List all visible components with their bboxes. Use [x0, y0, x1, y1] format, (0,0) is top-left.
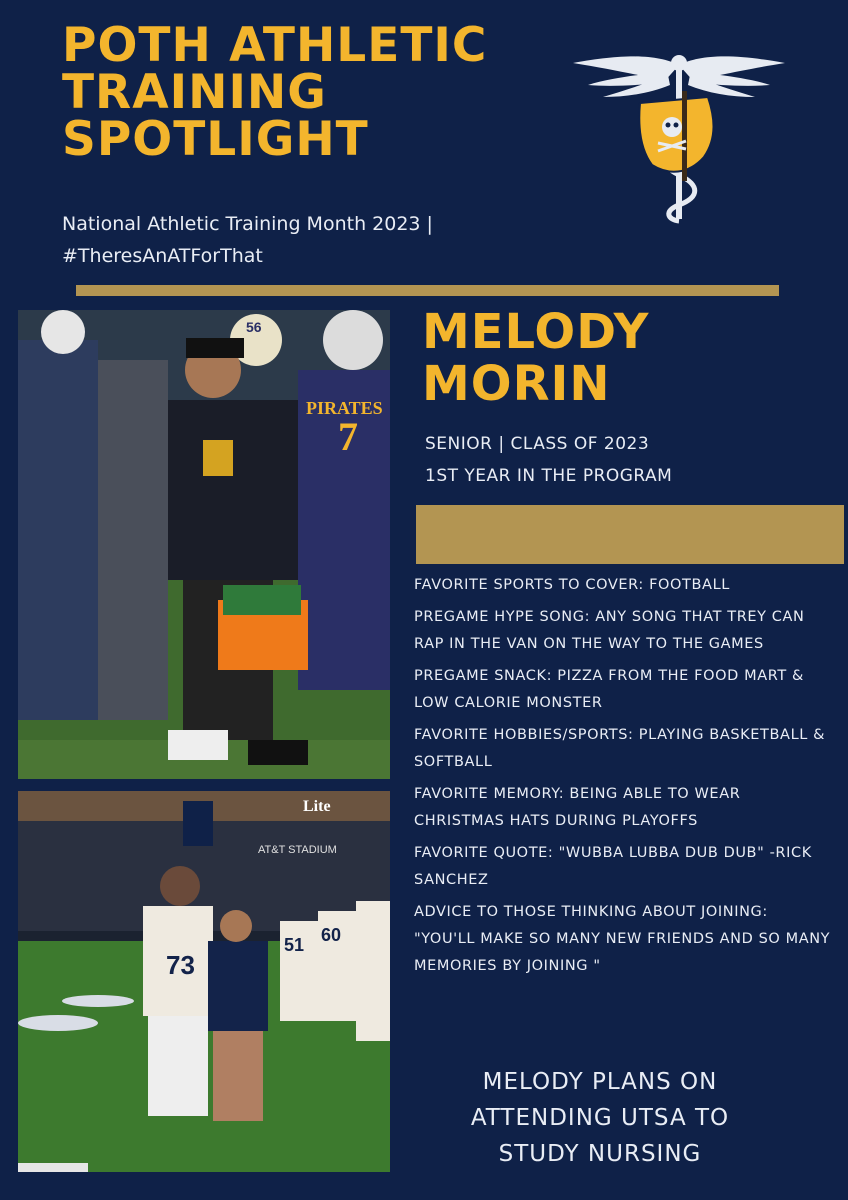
title-line-1: POTH ATHLETIC — [62, 18, 488, 73]
future-plans-line-1: MELODY PLANS ON — [482, 1069, 718, 1095]
jersey-number-text: 7 — [338, 414, 358, 459]
athlete-name — [422, 306, 649, 410]
athlete-info — [425, 428, 672, 492]
fact-hobbies: FAVORITE HOBBIES/SPORTS: PLAYING BASKETBALL & SOFTBALL — [414, 727, 826, 770]
facts-list — [414, 572, 834, 985]
stadium-photo — [18, 791, 390, 1172]
subtitle-line-2: #TheresAnATForThat — [62, 245, 263, 267]
title-line-2: TRAINING — [62, 65, 327, 120]
title-line-3: SPOTLIGHT — [62, 112, 369, 167]
fact-advice: ADVICE TO THOSE THINKING ABOUT JOINING: "YOU'LL MAKE SO MANY NEW FRIENDS AND SO MANY MEMORIES BY JOINING " — [414, 904, 831, 974]
jersey-51-text: 51 — [284, 935, 305, 955]
sign-brand-text: Lite — [303, 798, 331, 815]
helmet-number-text: 56 — [246, 319, 262, 335]
athlete-first-name: MELODY — [422, 304, 650, 360]
subtitle — [62, 208, 433, 272]
jersey-team-text: PIRATES — [306, 398, 383, 418]
sideline-photo — [18, 310, 390, 779]
athlete-class: SENIOR | CLASS OF 2023 — [425, 434, 650, 454]
gold-banner — [416, 505, 844, 564]
future-plans-line-2: ATTENDING UTSA TO — [470, 1105, 730, 1131]
athlete-last-name: MORIN — [422, 356, 611, 412]
fact-favorite-memory: FAVORITE MEMORY: BEING ABLE TO WEAR CHRISTMAS HATS DURING PLAYOFFS — [414, 786, 741, 829]
fact-hype-song: PREGAME HYPE SONG: ANY SONG THAT TREY CAN RAP IN THE VAN ON THE WAY TO THE GAMES — [414, 609, 805, 652]
fact-pregame-snack: PREGAME SNACK: PIZZA FROM THE FOOD MART & LOW CALORIE MONSTER — [414, 668, 804, 711]
fact-favorite-quote: FAVORITE QUOTE: "WUBBA LUBBA DUB DUB" -RICK SANCHEZ — [414, 845, 812, 888]
caduceus-pirate-flag-icon — [568, 25, 790, 225]
subtitle-line-1: National Athletic Training Month 2023 | — [62, 213, 433, 235]
page-title — [62, 18, 488, 167]
future-plans — [440, 1064, 760, 1172]
jersey-73-text: 73 — [166, 950, 195, 980]
fact-favorite-sports: FAVORITE SPORTS TO COVER: FOOTBALL — [414, 577, 730, 593]
stadium-sign-text: AT&T STADIUM — [258, 844, 337, 856]
athlete-program-year: 1ST YEAR IN THE PROGRAM — [425, 466, 673, 486]
future-plans-line-3: STUDY NURSING — [498, 1141, 702, 1167]
gold-divider — [76, 285, 779, 296]
jersey-60-text: 60 — [321, 925, 342, 945]
